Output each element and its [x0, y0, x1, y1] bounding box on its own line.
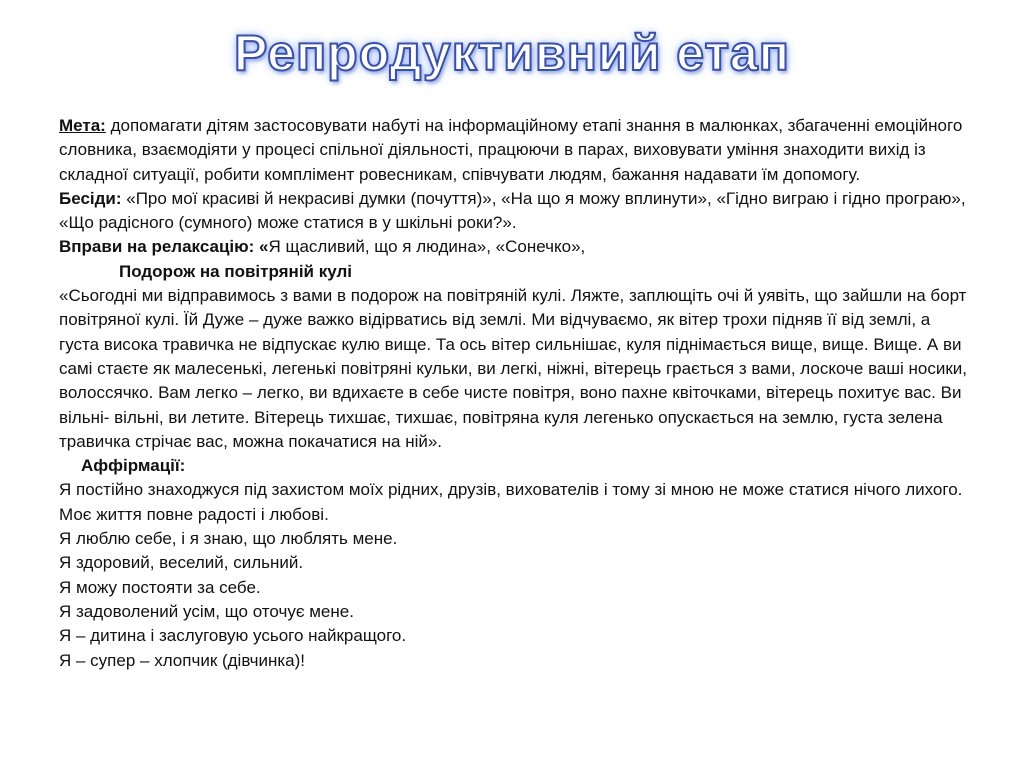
slide-content: [59, 114, 971, 673]
affirmation-item: Я – супер – хлопчик (дівчинка)!: [59, 650, 305, 670]
relaxation-paragraph: [59, 235, 971, 259]
goal-paragraph: [59, 114, 971, 187]
affirmation-item: Я – дитина і заслуговую усього найкращого.: [59, 626, 407, 646]
conversations-paragraph: [59, 187, 971, 236]
affirmation-item: Я люблю себе, і я знаю, що люблять мене.: [59, 529, 398, 549]
affirmation-item: Моє життя повне радості і любові.: [59, 504, 329, 524]
affirmation-item: Я можу постояти за себе.: [59, 577, 261, 597]
affirmation-item: Я постійно знаходжуся під захистом моїх рідних, друзів, вихователів і тому зі мною не може статися нічого лихого.: [59, 480, 963, 500]
balloon-text: «Сьогодні ми відправимось з вами в подорож на повітряній кулі. Ляжте, заплющіть очі й уявіть, що зайшли на борт повітряної кулі. Їй Дуже – дуже важко відірватись від землі. Ми відчуваємо, як вітер трохи підняв її від землі, а густа висока травичка не відпускає кулю вище. Та ось вітер сильнішає, куля піднімається вище, вище. Вище. А ви самі стаєте як малесенькі, легенькі повітряні кульки, ви легкі, ніжні, вітерець грається з вами, лоскоче ваші носики, волоссячко. Вам легко – легко, ви вдихаєте в себе чисте повітря, воно пахне квіточками, вітерець похитує вас. Ви вільні- вільні, ви летите. Вітерець тихшає, тихшає, повітряна куля легенько опускається на землю, густа зелена травичка стрічає вас, можна покачатися на ній».: [59, 286, 967, 451]
page-title: Репродуктивний етап: [234, 25, 790, 81]
relaxation-label: Вправи на релаксацію: «: [59, 237, 269, 257]
goal-text: допомагати дітям застосовувати набуті на інформаційному етапі знання в малюнках, збагаченні емоційного словника, взаємодіяти у процесі спільної діяльності, працюючи в парах, виховувати уміння знаходити вихід із складної ситуації, робити комплімент ровесникам, співчувати людям, бажання надавати їм допомогу.: [59, 116, 963, 184]
title-container: [0, 24, 1024, 82]
relaxation-text: Я щасливий, що я людина», «Сонечко»,: [268, 237, 586, 257]
balloon-heading: Подорож на повітряній кулі: [119, 261, 352, 281]
goal-label: Мета:: [59, 116, 106, 135]
affirmation-item: Я задоволений усім, що оточує мене.: [59, 601, 354, 621]
affirmation-item: Я здоровий, веселий, сильний.: [59, 553, 304, 573]
affirmations-heading: Аффірмації:: [81, 456, 186, 476]
conversations-text: «Про мої красиві й некрасиві думки (почуття)», «На що я можу вплинути», «Гідно виграю і гідно програю», «Що радісного (сумного) може статися в у шкільні роки?».: [59, 188, 966, 233]
affirmations-list: [59, 478, 971, 672]
conversations-label: Бесіди:: [59, 188, 122, 208]
